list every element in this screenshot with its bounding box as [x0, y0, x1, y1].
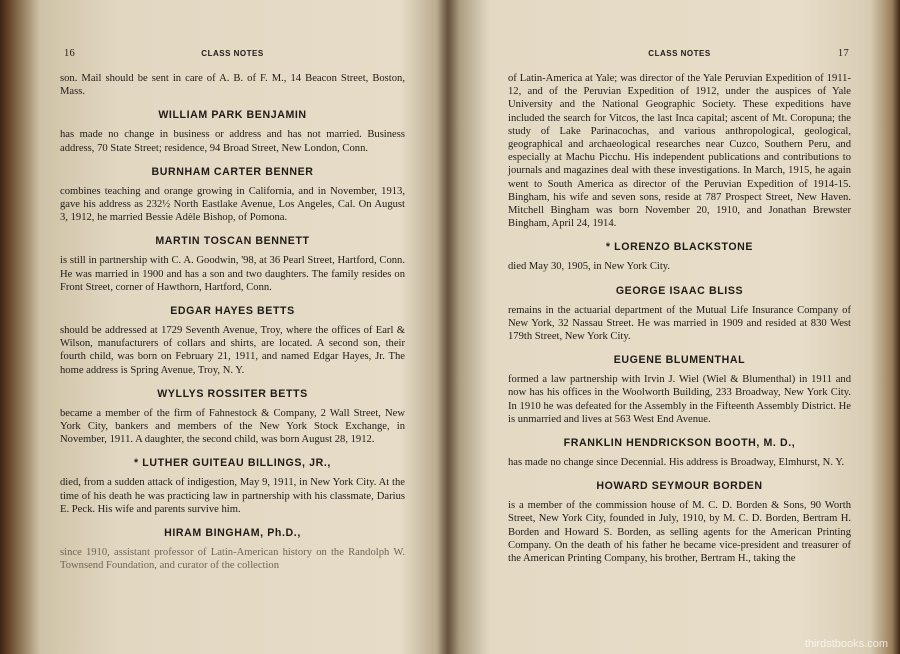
- entry-name: * LORENZO BLACKSTONE: [605, 241, 754, 254]
- entry-text: has made no change since Decennial. His address is Broadway, Elmhurst, N. Y.: [508, 457, 845, 469]
- left-running-title: CLASS NOTES: [201, 49, 264, 58]
- entry-name: GEORGE ISAAC BLISS: [615, 284, 744, 297]
- entry-text: of Latin-America at Yale; was director of the Yale Peruvian Expedition of 1911-12, and of the Peruvian Expedition of 1912, under the auspices of Yale University and the National Geographic Society. These expeditions have included the search for Vitcos, the last Inca capital; ascent of Mt. Coropuna; the study of Lake Parinacochas, and various anthropological, geological, geographical and archaeological researches near Cuzco, Southern Peru, and especially at Machu Picchu. His independent publications and contributions to journals and magazines deal with these investigations. In March, 1915, he again went to South America as director of the Peruvian Expedition of 1914-15. Bingham, his wife and seven sons, reside at 787 Prospect Street, New Haven. Mitchell Bingham was born November 20, 1910, and Jonathan Brewster Bingham, April 24, 1914.: [508, 73, 851, 230]
- entry-name: * LUTHER GUITEAU BILLINGS, JR.,: [134, 457, 331, 470]
- entry-name: WYLLYS ROSSITER BETTS: [157, 387, 308, 400]
- entry-name: FRANKLIN HENDRICKSON BOOTH, M. D.,: [563, 437, 796, 450]
- entry-name: BURNHAM CARTER BENNER: [151, 165, 314, 178]
- entry-text: is a member of the commission house of M. C. D. Borden & Sons, 90 Worth Street, New York City, founded in July, 1910, by M. C. D. Borden, Bertram H. Borden and Howard S. Borden, as selling agents for the American Printing Company. On the death of his father he became vice-president and treasurer of the American Printing Company, his brother, Bertram H., taking the: [508, 500, 851, 565]
- entry-text: combines teaching and orange growing in California, and in November, 1913, gave his address as 232½ North Eastlake Avenue, Los Angeles, Cal. On August 3, 1912, he married Bessie Adèle Bishop, of Pomona.: [60, 185, 405, 224]
- entry-text: died, from a sudden attack of indigestion, May 9, 1911, in New York City. At the time of his death he was practicing law in partnership with his classmate, Darius E. Peck. His wife and parents survive him.: [60, 477, 405, 515]
- entry-text: formed a law partnership with Irvin J. Wiel (Wiel & Blumenthal) in 1911 and now has his offices in the Woolworth Building, 233 Broadway, New York City. In 1910 he was defeated for the Assembly in the Fifteenth Assembly District. He is unmarried and lives at 563 West End Avenue.: [508, 374, 851, 425]
- left-page-number: 16: [64, 48, 76, 59]
- entry-text: remains in the actuarial department of the Mutual Life Insurance Company of New York, 32 Nassau Street. He was married in 1909 and resided at 830 West 179th Street, New York City.: [508, 304, 851, 343]
- entry-text: is still in partnership with C. A. Goodwin, '98, at 36 Pearl Street, Hartford, Conn. He was married in 1900 and has a son and two daughters. The family resides on Front Street, corner of Hawthorn, Hartford, Conn.: [60, 255, 405, 293]
- entry-text: died May 30, 1905, in New York City.: [508, 261, 671, 273]
- entry-name: EUGENE BLUMENTHAL: [613, 354, 746, 367]
- entry-name: WILLIAM PARK BENJAMIN: [158, 109, 307, 122]
- right-running-head: [508, 48, 851, 62]
- left-running-head: [60, 48, 405, 62]
- book-spine: [436, 0, 460, 654]
- entry-name: EDGAR HAYES BETTS: [170, 305, 295, 318]
- entry-text: became a member of the firm of Fahnestock & Company, 2 Wall Street, New York City, bankers and members of the New York Stock Exchange, in November, 1911. A daughter, the second child, was born August 28, 1912.: [60, 407, 405, 446]
- entry-text: son. Mail should be sent in care of A. B. of F. M., 14 Beacon Street, Boston, Mass.: [60, 73, 405, 98]
- watermark: thirdstbooks.com: [804, 638, 888, 650]
- left-page: [60, 0, 405, 654]
- right-page-number: 17: [837, 48, 849, 59]
- right-page: [508, 0, 851, 654]
- right-running-title: CLASS NOTES: [648, 49, 711, 58]
- entry-name: HIRAM BINGHAM, Ph.D.,: [164, 527, 301, 540]
- left-page-body: [60, 72, 405, 572]
- entry-name: HOWARD SEYMOUR BORDEN: [596, 480, 763, 493]
- entry-text: since 1910, assistant professor of Latin-American history on the Randolph W. Townsend Foundation, and curator of the collection: [60, 547, 405, 572]
- entry-name: MARTIN TOSCAN BENNETT: [155, 235, 310, 248]
- right-page-body: [508, 72, 851, 565]
- entry-text: should be addressed at 1729 Seventh Avenue, Troy, where the offices of Earl & Wilson, manufacturers of collars and shirts, are located. A second son, their fourth child, was born on February 21, 1911, and named Edgar Hayes, Jr. The home address is Spring Avenue, Troy, N. Y.: [60, 325, 405, 376]
- entry-text: has made no change in business or address and has not married. Business address, 70 State Street; residence, 94 Broad Street, New London, Conn.: [60, 129, 405, 154]
